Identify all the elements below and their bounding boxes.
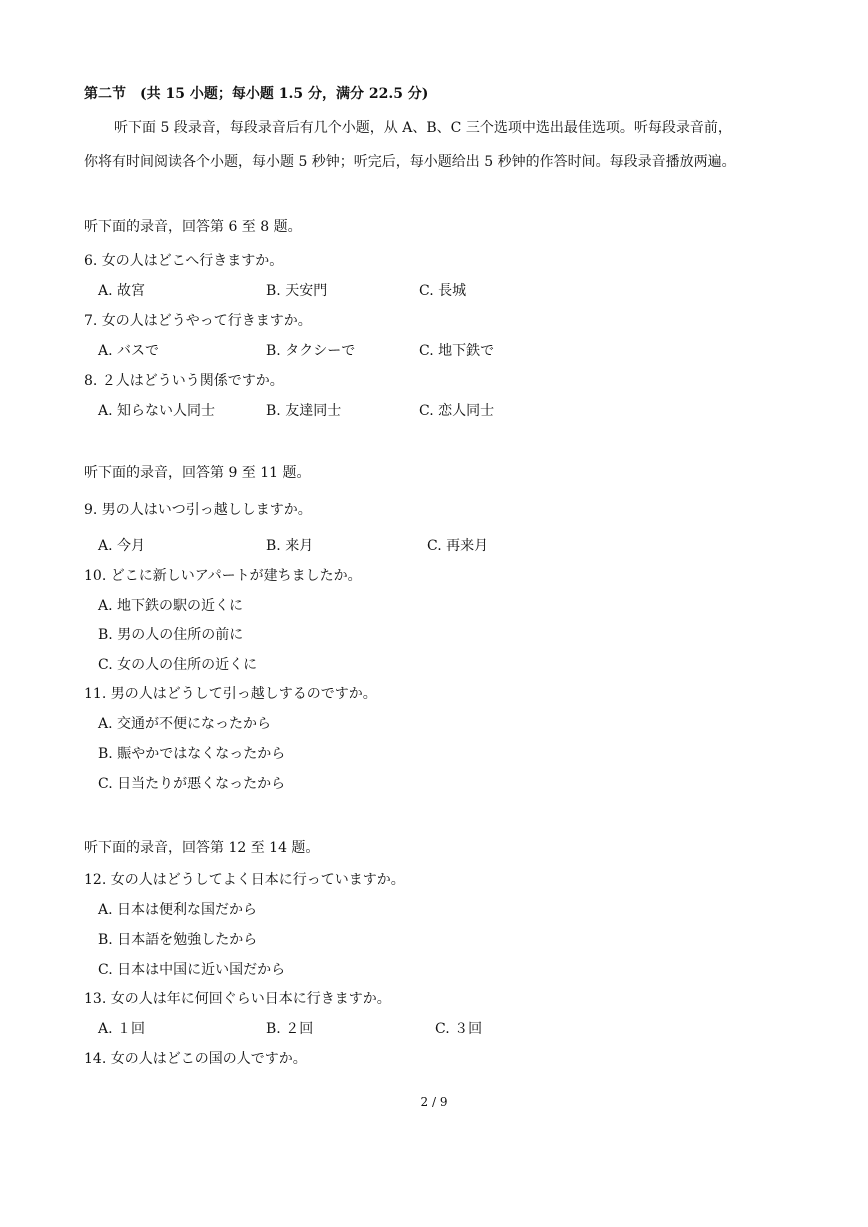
question-11: 11. 男の人はどうして引っ越しするのですか。	[84, 686, 377, 702]
option-8a: A. 知らない人同士	[98, 403, 216, 419]
option-7a: A. バスで	[98, 343, 160, 359]
question-10: 10. どこに新しいアパートが建ちましたか。	[84, 568, 362, 584]
instructions-line-1: 听下面 5 段录音，每段录音后有几个小题，从 A、B、C 三个选项中选出最佳选项。听每段录音前，	[114, 120, 732, 136]
option-8b: B. 友達同士	[266, 403, 342, 419]
group-prompt: 听下面的录音，回答第 6 至 8 题。	[84, 219, 302, 235]
option-9b: B. 来月	[266, 538, 314, 554]
group-prompt: 听下面的录音，回答第 12 至 14 题。	[84, 840, 320, 856]
option-9a: A. 今月	[98, 538, 146, 554]
option-11c: C. 日当たりが悪くなったから	[98, 776, 286, 792]
section-header: 第二节 (共 15 小题；每小题 1.5 分，满分 22.5 分)	[84, 86, 429, 102]
question-6: 6. 女の人はどこへ行きますか。	[84, 253, 284, 269]
option-10c: C. 女の人の住所の近くに	[98, 657, 258, 673]
option-11a: A. 交通が不便になったから	[98, 716, 272, 732]
option-13b: B. ２回	[266, 1021, 314, 1037]
option-6b: B. 天安門	[266, 283, 328, 299]
option-12a: A. 日本は便利な国だから	[98, 902, 258, 918]
option-8c: C. 恋人同士	[419, 403, 495, 419]
option-7c: C. 地下鉄で	[419, 343, 495, 359]
option-12b: B. 日本語を勉強したから	[98, 932, 258, 948]
option-7b: B. タクシーで	[266, 343, 356, 359]
question-14: 14. 女の人はどこの国の人ですか。	[84, 1051, 307, 1067]
question-13: 13. 女の人は年に何回ぐらい日本に行きますか。	[84, 991, 391, 1007]
option-6c: C. 長城	[419, 283, 467, 299]
option-9c: C. 再来月	[427, 538, 489, 554]
option-10a: A. 地下鉄の駅の近くに	[98, 598, 244, 614]
question-12: 12. 女の人はどうしてよく日本に行っていますか。	[84, 872, 405, 888]
option-10b: B. 男の人の住所の前に	[98, 627, 244, 643]
option-13c: C. ３回	[435, 1021, 483, 1037]
option-12c: C. 日本は中国に近い国だから	[98, 962, 286, 978]
option-6a: A. 故宮	[98, 283, 146, 299]
question-7: 7. 女の人はどうやって行きますか。	[84, 313, 312, 329]
option-13a: A. １回	[98, 1021, 146, 1037]
group-prompt: 听下面的录音，回答第 9 至 11 题。	[84, 465, 311, 481]
instructions-line-2: 你将有时间阅读各个小题，每小题 5 秒钟；听完后，每小题给出 5 秒钟的作答时间。每段录音播放两遍。	[84, 154, 736, 170]
question-8: 8. ２人はどういう関係ですか。	[84, 373, 284, 389]
page-number: 2 / 9	[420, 1095, 448, 1109]
option-11b: B. 賑やかではなくなったから	[98, 746, 286, 762]
question-9: 9. 男の人はいつ引っ越ししますか。	[84, 502, 312, 518]
